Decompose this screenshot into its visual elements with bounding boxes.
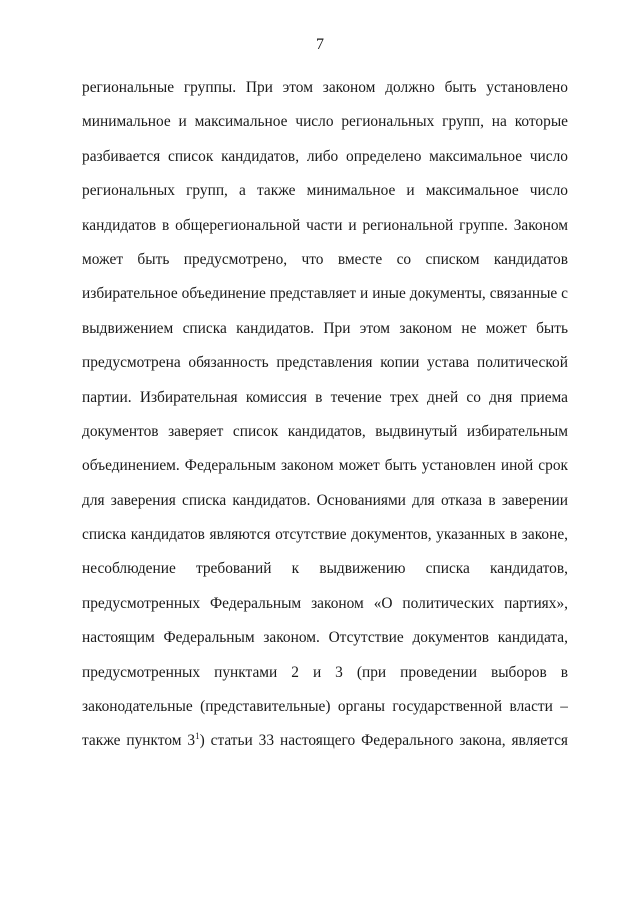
text-line: документов заверяет список кандидатов, выдвинутый избирательным [82, 422, 568, 440]
text-line: настоящим Федеральным законом. Отсутствие документов кандидата, [82, 629, 568, 647]
text-fragment: ) статьи 33 настоящего Федерального закона, является [199, 732, 568, 750]
superscript-marker: 1 [195, 731, 200, 742]
text-line: партии. Избирательная комиссия в течение трех дней со дня приема [82, 388, 568, 406]
page-number: 7 [316, 36, 324, 53]
text-fragment: также пунктом 3 [82, 732, 196, 750]
text-line: предусмотренных Федеральным законом «О политических партиях», [82, 594, 568, 612]
text-line: минимальное и максимальное число региональных групп, на которые [82, 113, 568, 131]
text-line: кандидатов в общерегиональной части и региональной группе. Законом [82, 216, 568, 234]
text-line: для заверения списка кандидатов. Основаниями для отказа в заверении [82, 491, 568, 509]
text-line: может быть предусмотрено, что вместе со списком кандидатов [82, 250, 568, 268]
text-line: региональных групп, а также минимальное и максимальное число [82, 182, 568, 200]
text-line: законодательные (представительные) органы государственной власти – [82, 698, 568, 716]
text-line: предусмотрена обязанность представления копии устава политической [82, 354, 568, 372]
text-line: объединением. Федеральным законом может быть установлен иной срок [82, 457, 568, 475]
text-line: списка кандидатов являются отсутствие документов, указанных в законе, [82, 526, 568, 544]
text-line: выдвижением списка кандидатов. При этом законом не может быть [82, 319, 568, 337]
text-line: несоблюдение требований к выдвижению списка кандидатов, [82, 560, 568, 578]
text-line-last [82, 724, 568, 758]
body-text [82, 71, 568, 759]
text-line: предусмотренных пунктами 2 и 3 (при проведении выборов в [82, 663, 568, 681]
text-line: разбивается список кандидатов, либо определено максимальное число [82, 147, 568, 165]
text-line: региональные группы. При этом законом должно быть установлено [82, 79, 568, 96]
text-line: избирательное объединение представляет и иные документы, связанные с [82, 285, 568, 303]
